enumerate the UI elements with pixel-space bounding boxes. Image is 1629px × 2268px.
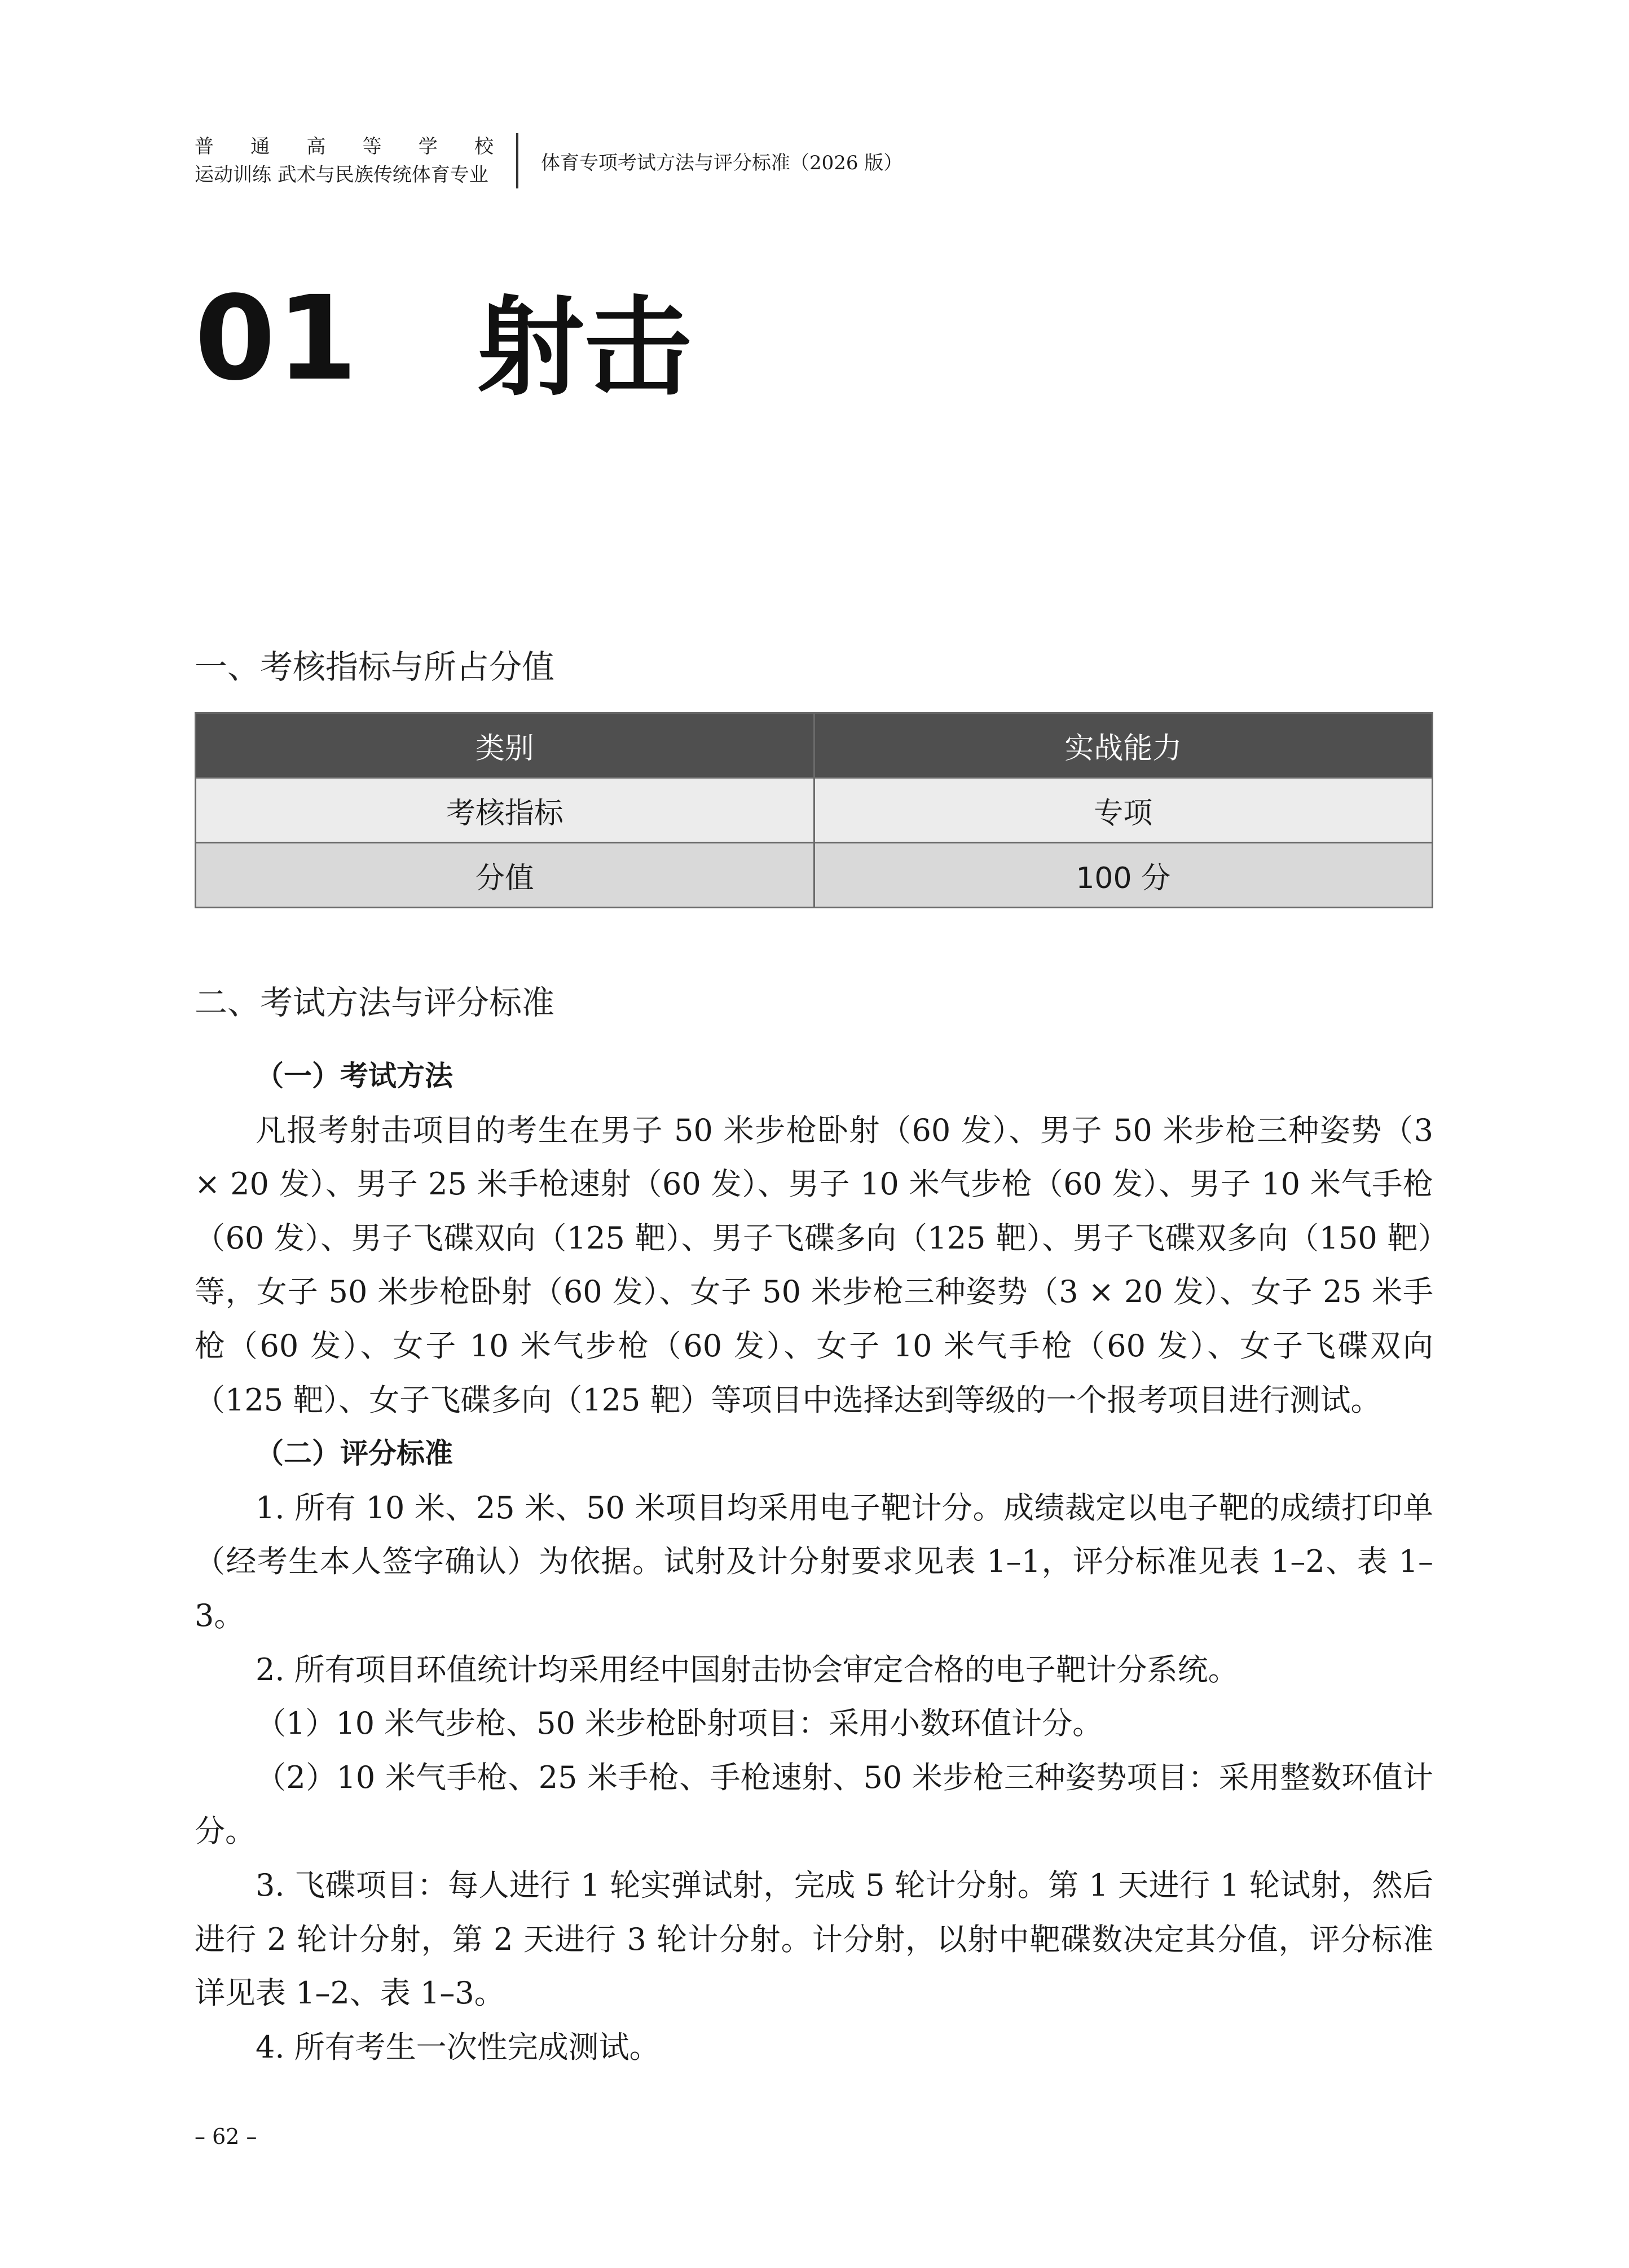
- header-char: 高: [306, 135, 326, 158]
- table-cell: 分值: [196, 843, 814, 908]
- table-header-cell: 实战能力: [814, 713, 1433, 778]
- header-char: 通: [250, 135, 270, 158]
- header-school-line: [195, 133, 494, 161]
- scoring-item: （1）10 米气步枪、50 米步枪卧射项目：采用小数环值计分。: [256, 1706, 1103, 1742]
- running-header: [195, 130, 902, 192]
- table-cell: 专项: [814, 778, 1433, 843]
- chapter-heading: [195, 271, 692, 410]
- scoring-item: 1. 所有 10 米、25 米、50 米项目均采用电子靶计分。成绩裁定以电子靶的成绩打印单（经考生本人签字确认）为依据。试射及计分射要求见表 1–1，评分标准见表 1–2、表 1–3。: [195, 1489, 1433, 1633]
- chapter-title: 射击: [477, 285, 692, 410]
- header-char: 普: [195, 135, 214, 158]
- header-left-block: [195, 133, 494, 189]
- chapter-number: 01: [195, 271, 359, 406]
- score-table: [195, 712, 1433, 908]
- subsection-title-scoring: （二）评分标准: [256, 1437, 453, 1470]
- body-text: [195, 1049, 1433, 2074]
- header-char: 学: [418, 135, 438, 158]
- table-row: [196, 778, 1433, 843]
- page-number: – 62 –: [195, 2124, 257, 2149]
- table-row: [196, 843, 1433, 908]
- method-paragraph: 凡报考射击项目的考生在男子 50 米步枪卧射（60 发）、男子 50 米步枪三种姿势（3 × 20 发）、男子 25 米手枪速射（60 发）、男子 10 米气步枪（60 发）、男子 10 米气手枪（60 发）、男子飞碟双向（125 靶）、男子飞碟多向（125 靶）、男子飞碟双多向（150 靶）等，女子 50 米步枪卧射（60 发）、女子 50 米步枪三种姿势（3 × 20 发）、女子 25 米手枪（60 发）、女子 10 米气步枪（60 发）、女子 10 米气手枪（60 发）、女子飞碟双向（125 靶）、女子飞碟多向（125 靶）等项目中选择达到等级的一个报考项目进行测试。: [195, 1112, 1433, 1418]
- section-heading-2: 二、考试方法与评分标准: [195, 983, 555, 1022]
- scoring-item: （2）10 米气手枪、25 米手枪、手枪速射、50 米步枪三种姿势项目：采用整数环值计分。: [195, 1759, 1433, 1849]
- header-char: 校: [474, 135, 494, 158]
- header-char: 等: [362, 135, 382, 158]
- table-header-cell: 类别: [196, 713, 814, 778]
- header-divider: [516, 133, 518, 188]
- header-book-title: 体育专项考试方法与评分标准（2026 版）: [541, 151, 903, 174]
- header-major-line: 运动训练 武术与民族传统体育专业: [195, 164, 488, 186]
- section-heading-1: 一、考核指标与所占分值: [195, 648, 555, 686]
- scoring-item: 2. 所有项目环值统计均采用经中国射击协会审定合格的电子靶计分系统。: [256, 1651, 1239, 1687]
- table-cell: 考核指标: [196, 778, 814, 843]
- subsection-title-method: （一）考试方法: [256, 1060, 453, 1092]
- table-header-row: [196, 713, 1433, 778]
- scoring-item: 4. 所有考生一次性完成测试。: [256, 2029, 660, 2065]
- scoring-item: 3. 飞碟项目：每人进行 1 轮实弹试射，完成 5 轮计分射。第 1 天进行 1 轮试射，然后进行 2 轮计分射，第 2 天进行 3 轮计分射。计分射，以射中靶碟数决定其分值，评分标准详见表 1–2、表 1–3。: [195, 1867, 1433, 2011]
- table-cell: 100 分: [814, 843, 1433, 908]
